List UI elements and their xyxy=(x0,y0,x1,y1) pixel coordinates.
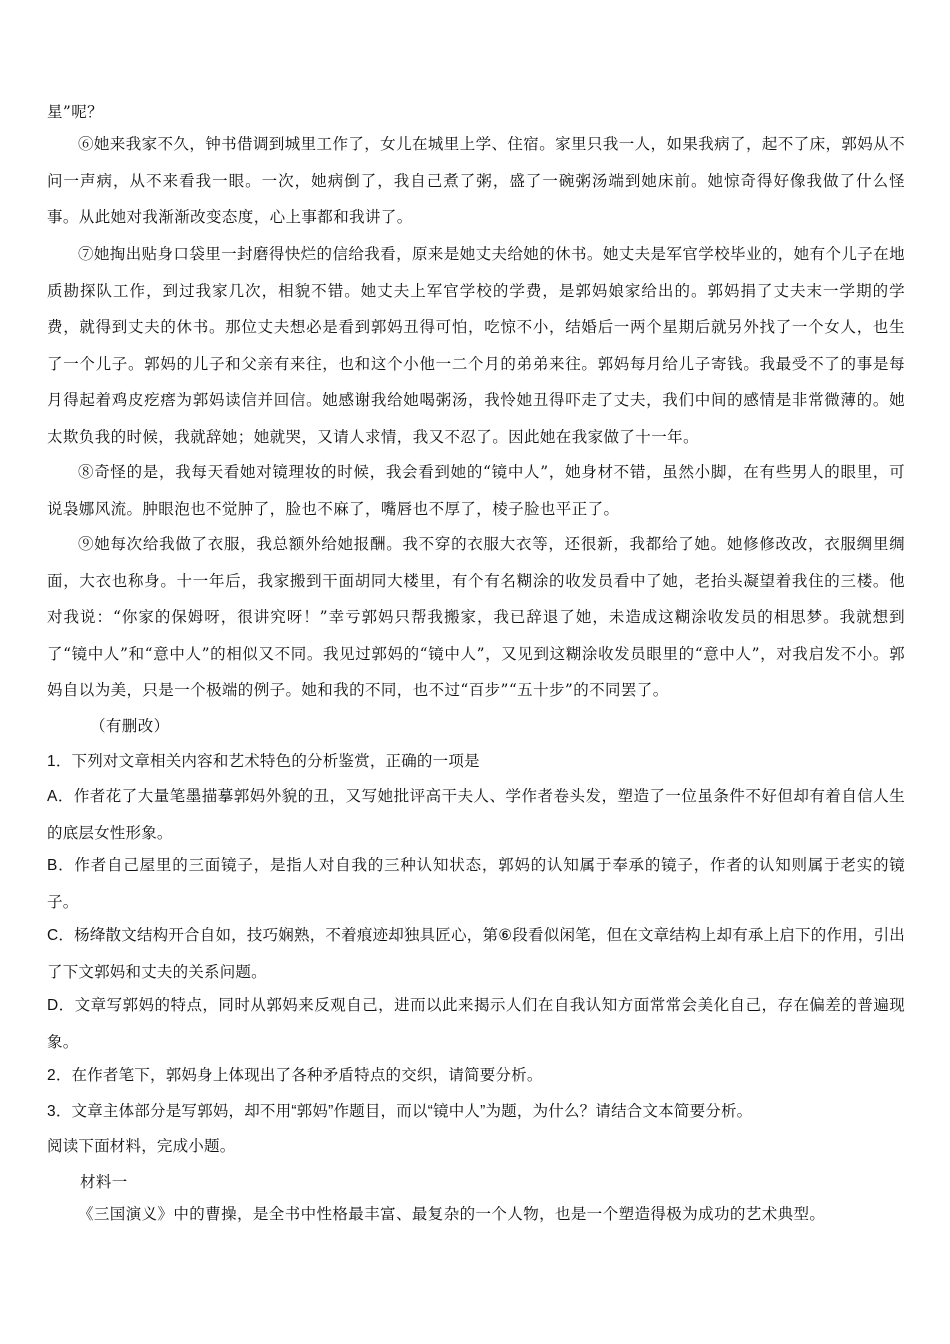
question-1: 1．下列对文章相关内容和艺术特色的分析鉴赏，正确的一项是 xyxy=(47,753,480,770)
question-2: 2．在作者笔下，郭妈身上体现出了各种矛盾特点的交织，请简要分析。 xyxy=(47,1067,543,1084)
question-1-option-d: D．文章写郭妈的特点，同时从郭妈来反观自己，进而以此来揭示人们在自我认知方面常常会美化自己，存在偏差的普遍现象。 xyxy=(47,997,905,1051)
material-label: 材料一 xyxy=(80,1173,128,1191)
passage-continuation: 星”呢？ xyxy=(47,103,104,121)
paragraph-7: ⑦她掏出贴身口袋里一封磨得快烂的信给我看，原来是她丈夫给她的休书。她丈夫是军官学校毕业的，她有个儿子在地质勘探队工作，到过我家几次，相貌不错。她丈夫上军官学校的学费，是郭妈娘家给出的。郭妈捐了丈夫末一学期的学费，就得到丈夫的休书。那位丈夫想必是看到郭妈丑得可怕，吃惊不小，结婚后一两个星期后就另外找了一个女人，也生了一个儿子。郭妈的儿子和父亲有来往，也和这个小他一二个月的弟弟来往。郭妈每月给儿子寄钱。我最受不了的事是每月得起着鸡皮疙瘩为郭妈读信并回信。她感谢我给她喝粥汤，我怜她丑得吓走了丈夫，我们中间的感情是非常微薄的。她太欺负我的时候，我就辞她；她就哭，又请人求情，我又不忍了。因此她在我家做了十一年。 xyxy=(47,245,905,446)
question-1-option-c: C．杨绛散文结构开合自如，技巧娴熟，不着痕迹却独具匠心，第⑥段看似闲笔，但在文章结构上却有承上启下的作用，引出了下文郭妈和丈夫的关系问题。 xyxy=(47,927,905,981)
edit-note: （有删改） xyxy=(90,717,170,735)
paragraph-8: ⑧奇怪的是，我每天看她对镜理妆的时候，我会看到她的“镜中人”，她身材不错，虽然小脚，在有些男人的眼里，可说袅娜风流。肿眼泡也不觉肿了，脸也不麻了，嘴唇也不厚了，棱子脸也平正了。 xyxy=(47,463,905,518)
reading-instruction: 阅读下面材料，完成小题。 xyxy=(47,1138,236,1155)
paragraph-9: ⑨她每次给我做了衣服，我总额外给她报酬。我不穿的衣服大衣等，还很新，我都给了她。她修修改改，衣服绸里绸面，大衣也称身。十一年后，我家搬到干面胡同大楼里，有个有名糊涂的收发员看中了她，老抬头凝望着我住的三楼。他对我说：“你家的保姆呀，很讲究呀！”幸亏郭妈只帮我搬家，我已辞退了她，未造成这糊涂收发员的相思梦。我就想到了“镜中人”和“意中人”的相似又不同。我见过郭妈的“镜中人”，又见到这糊涂收发员眼里的“意中人”，对我启发不小。郭妈自以为美，只是一个极端的例子。她和我的不同，也不过“百步”“五十步”的不同罢了。 xyxy=(47,535,905,699)
question-1-option-a: A．作者花了大量笔墨描摹郭妈外貌的丑，又写她批评高干夫人、学作者卷头发，塑造了一位虽条件不好但却有着自信人生的底层女性形象。 xyxy=(47,788,905,842)
question-3: 3．文章主体部分是写郭妈，却不用“郭妈”作题目，而以“镜中人”为题，为什么？请结合文本简要分析。 xyxy=(47,1103,753,1120)
question-1-option-b: B．作者自己屋里的三面镜子，是指人对自我的三种认知状态，郭妈的认知属于奉承的镜子，作者的认知则属于老实的镜子。 xyxy=(47,857,905,911)
paragraph-6: ⑥她来我家不久，钟书借调到城里工作了，女儿在城里上学、住宿。家里只我一人，如果我病了，起不了床，郭妈从不问一声病，从不来看我一眼。一次，她病倒了，我自己煮了粥，盛了一碗粥汤端到她床前。她惊奇得好像我做了什么怪事。从此她对我渐渐改变态度，心上事都和我讲了。 xyxy=(47,135,905,226)
material-text: 《三国演义》中的曹操，是全书中性格最丰富、最复杂的一个人物，也是一个塑造得极为成功的艺术典型。 xyxy=(78,1205,826,1223)
